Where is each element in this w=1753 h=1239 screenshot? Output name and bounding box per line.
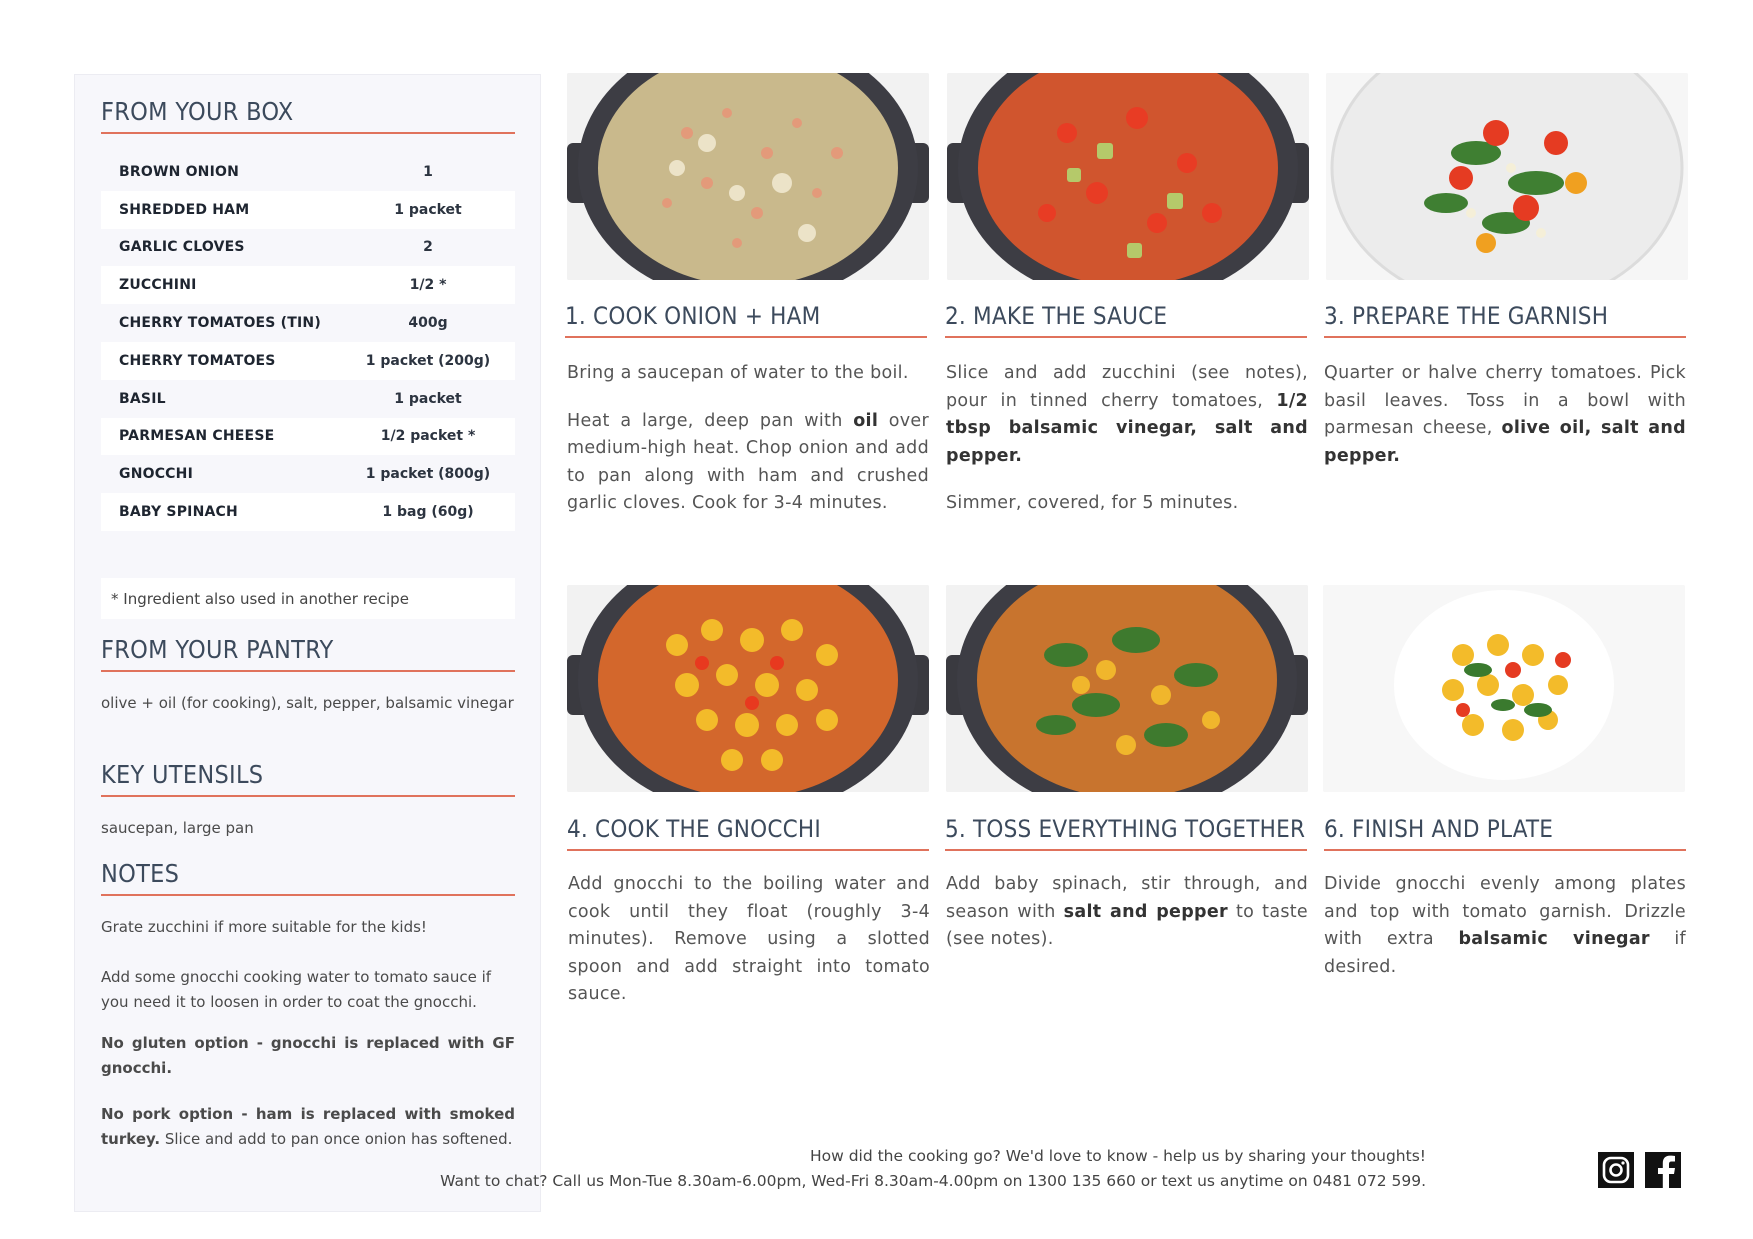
step-1-title: 1. COOK ONION + HAM xyxy=(565,302,927,338)
footer-contact xyxy=(440,1144,1426,1194)
key-utensils-heading: KEY UTENSILS xyxy=(101,760,515,797)
ingredient-row xyxy=(101,418,515,456)
step-5-photo xyxy=(946,585,1308,792)
note-no-gluten: No gluten option - gnocchi is replaced with GF gnocchi. xyxy=(101,1034,515,1077)
step-text: Add baby spinach, stir through, and season with xyxy=(946,874,1308,922)
step-6-photo xyxy=(1323,585,1685,792)
ingredients-sidebar xyxy=(74,74,541,1212)
step-paragraph xyxy=(946,360,1308,470)
step-4-text xyxy=(568,871,930,1029)
step-text: Simmer, covered, for 5 minutes. xyxy=(946,493,1239,513)
ingredient-name: GARLIC CLOVES xyxy=(119,239,245,256)
ingredient-name: PARMESAN CHEESE xyxy=(119,428,275,445)
ingredient-name: BROWN ONION xyxy=(119,163,240,180)
ingredient-quantity: 1 packet xyxy=(394,390,462,407)
ingredient-name: GNOCCHI xyxy=(119,466,193,483)
ingredient-quantity: 1 bag (60g) xyxy=(382,504,474,521)
ingredient-name: CHERRY TOMATOES (TIN) xyxy=(119,315,321,332)
ingredient-quantity: 1/2 packet * xyxy=(380,428,476,445)
step-text: Divide gnocchi evenly among plates and top with tomato garnish. Drizzle with extra xyxy=(1324,874,1686,949)
pantry-text: olive + oil (for cooking), salt, pepper, balsamic vinegar xyxy=(101,694,514,712)
step-text-bold: olive oil, salt and pepper. xyxy=(1324,418,1686,466)
ingredient-quantity: 1 packet (800g) xyxy=(365,466,491,483)
note-no-pork-bold: No pork option - ham is replaced with smoked turkey. xyxy=(101,1105,515,1148)
from-your-pantry-heading: FROM YOUR PANTRY xyxy=(101,635,515,672)
step-paragraph xyxy=(1324,360,1686,470)
step-text: Heat a large, deep pan with xyxy=(567,410,854,431)
ingredient-row xyxy=(101,455,515,493)
step-2-text xyxy=(946,360,1308,538)
note-no-pork-rest: Slice and add to pan once onion has softened. xyxy=(160,1130,513,1148)
step-1-text xyxy=(567,360,929,538)
ingredient-name: SHREDDED HAM xyxy=(119,201,250,218)
ingredient-footnote: * Ingredient also used in another recipe xyxy=(101,578,515,619)
ingredient-quantity: 1 xyxy=(423,163,433,180)
ingredient-row xyxy=(101,493,515,531)
step-text-bold: salt and pepper xyxy=(1063,901,1228,922)
step-6-text xyxy=(1324,871,1686,1001)
step-paragraph xyxy=(567,360,929,388)
step-text: Bring a saucepan of water to the boil. xyxy=(567,363,909,383)
step-2-title: 2. MAKE THE SAUCE xyxy=(945,302,1307,338)
ingredient-quantity: 1 packet xyxy=(394,201,462,218)
ingredient-row xyxy=(101,380,515,418)
step-text: if desired. xyxy=(1324,929,1686,977)
utensils-text: saucepan, large pan xyxy=(101,819,254,837)
step-3-text xyxy=(1324,360,1686,490)
facebook-icon[interactable] xyxy=(1645,1152,1681,1188)
instagram-icon[interactable] xyxy=(1598,1152,1634,1188)
ingredient-quantity: 400g xyxy=(408,315,448,332)
ingredient-row xyxy=(101,153,515,191)
step-4-photo xyxy=(567,585,929,792)
step-3-title: 3. PREPARE THE GARNISH xyxy=(1324,302,1686,338)
ingredient-name: CHERRY TOMATOES xyxy=(119,352,276,369)
ingredient-row xyxy=(101,342,515,380)
ingredient-quantity: 2 xyxy=(423,239,433,256)
step-text-bold: oil xyxy=(853,410,879,431)
ingredient-quantity: 1 packet (200g) xyxy=(365,352,491,369)
step-text: to taste (see notes). xyxy=(946,901,1308,949)
step-text-bold: balsamic vinegar xyxy=(1458,929,1650,949)
from-your-box-heading: FROM YOUR BOX xyxy=(101,97,515,134)
step-4-title: 4. COOK THE GNOCCHI xyxy=(567,815,929,851)
ingredient-quantity: 1/2 * xyxy=(409,277,447,294)
ingredient-row xyxy=(101,229,515,267)
ingredient-name: ZUCCHINI xyxy=(119,277,197,294)
footer-feedback-line: How did the cooking go? We'd love to know - help us by sharing your thoughts! xyxy=(809,1147,1426,1165)
step-3-photo xyxy=(1326,73,1688,280)
step-2-photo xyxy=(947,73,1309,280)
note-cooking-water: Add some gnocchi cooking water to tomato sauce if you need it to loosen in order to coat the gnocchi. xyxy=(101,968,492,1011)
step-text: Slice and add zucchini (see notes), pour in tinned cherry tomatoes, xyxy=(946,363,1308,411)
footer-phone-line: Want to chat? Call us Mon-Tue 8.30am-6.00pm, Wed-Fri 8.30am-4.00pm on 1300 135 660 or text us anytime on 0481 072 599. xyxy=(440,1172,1426,1190)
step-text: Add gnocchi to the boiling water and cook until they float (roughly 3-4 minutes). Remove using a slotted spoon and add straight into tomato sauce. xyxy=(568,874,930,1004)
step-paragraph xyxy=(567,408,929,518)
step-paragraph xyxy=(568,871,930,1009)
step-paragraph xyxy=(946,871,1308,954)
step-text-bold: 1/2 tbsp balsamic vinegar, salt and pepper. xyxy=(946,390,1308,466)
ingredients-table xyxy=(101,153,515,531)
step-paragraph xyxy=(1324,871,1686,981)
step-text: Quarter or halve cherry tomatoes. Pick basil leaves. Toss in a bowl with parmesan cheese, xyxy=(1324,363,1686,438)
step-text: over medium-high heat. Chop onion and add to pan along with ham and crushed garlic cloves. Cook for 3-4 minutes. xyxy=(567,410,929,513)
step-paragraph xyxy=(946,490,1308,518)
step-5-text xyxy=(946,871,1308,974)
step-6-title: 6. FINISH AND PLATE xyxy=(1324,815,1686,851)
note-kids: Grate zucchini if more suitable for the kids! xyxy=(101,918,427,936)
ingredient-row xyxy=(101,304,515,342)
step-1-photo xyxy=(567,73,929,280)
step-5-title: 5. TOSS EVERYTHING TOGETHER xyxy=(945,815,1307,851)
notes-heading: NOTES xyxy=(101,859,515,896)
ingredient-name: BASIL xyxy=(119,390,166,407)
ingredient-name: BABY SPINACH xyxy=(119,504,238,521)
ingredient-row xyxy=(101,191,515,229)
ingredient-row xyxy=(101,266,515,304)
